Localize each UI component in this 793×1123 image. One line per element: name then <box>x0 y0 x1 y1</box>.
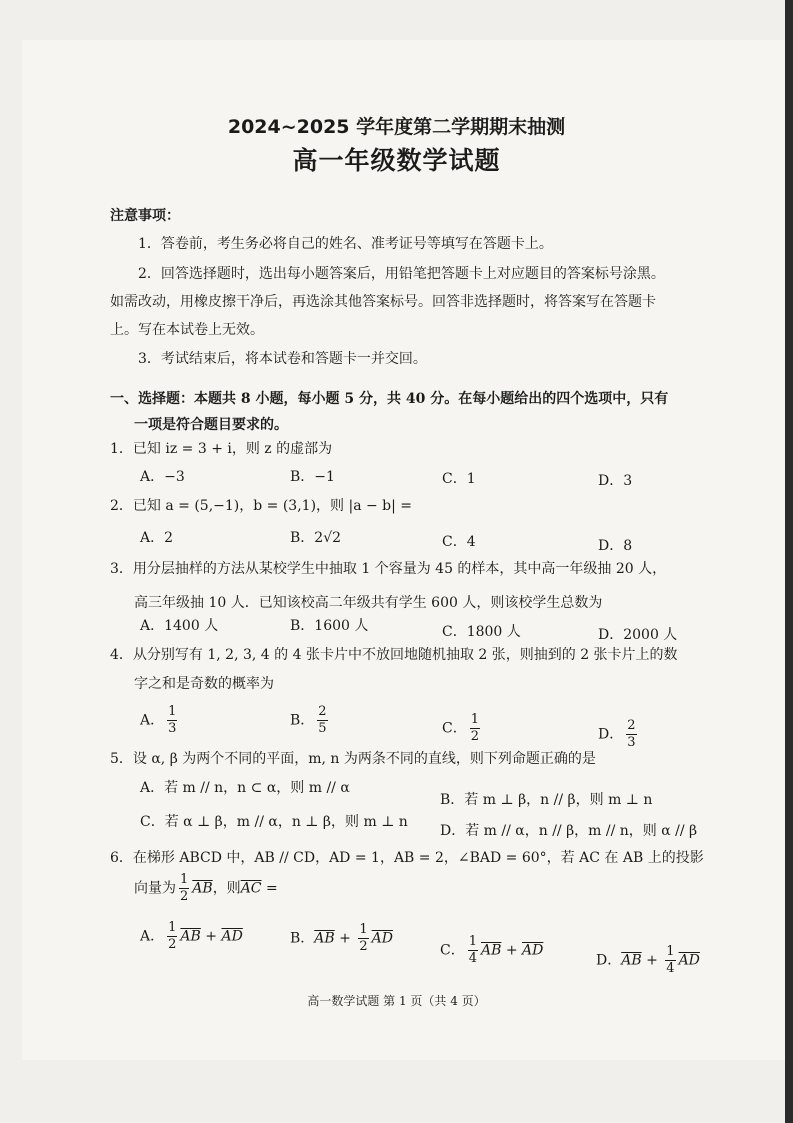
q5-option-d: D．若 m // α，n // β，m // n，则 α // β <box>440 823 698 839</box>
notice-heading: 注意事项： <box>110 208 180 224</box>
q6-a-fraction: $\frac{1}{2}$ <box>168 920 177 952</box>
q6-stem-line1: 6．在梯形 ABCD 中，AB // CD，AD = 1，AB = 2，∠BAD = 60°，若 AC 在 AB 上的投影 <box>110 850 704 866</box>
q6-b-fraction: $\frac{1}{2}$ <box>359 922 368 954</box>
q3-option-a: A．1400 人 <box>140 618 219 634</box>
exam-title-subject: 高一年级数学试题 <box>292 146 501 175</box>
section1-intro-line1: 一、选择题：本题共 8 小题，每小题 5 分，共 40 分。在每小题给出的四个选项中，只有 <box>110 391 669 407</box>
exam-paper <box>22 40 786 1060</box>
notice-item-2a: 2．回答选择题时，选出每小题答案后，用铅笔把答题卡上对应题目的答案标号涂黑。 <box>138 266 665 282</box>
q6-option-c: C． $\frac{1}{4}$ $\overline{AB} + \overline{AD}$ <box>440 934 544 966</box>
q1-option-c: C．1 <box>442 471 476 487</box>
q5-option-a: A．若 m // n，n ⊂ α，则 m // α <box>140 780 350 796</box>
notice-item-3: 3．考试结束后，将本试卷和答题卡一并交回。 <box>138 351 427 367</box>
q4-d-fraction: $\frac{2}{3}$ <box>627 718 636 750</box>
q4-a-fraction: $\frac{1}{3}$ <box>168 704 177 736</box>
notice-item-2c: 上。写在本试卷上无效。 <box>110 322 264 338</box>
q2-option-b: B．2√2 <box>290 530 342 546</box>
q3-option-d: D．2000 人 <box>598 627 678 643</box>
q2-option-a: A．2 <box>140 530 174 546</box>
q1-stem: 1．已知 iz = 3 + i，则 z 的虚部为 <box>110 441 333 457</box>
q6-option-a: A． $\frac{1}{2}$ $\overline{AB} + \overline{AD}$ <box>140 920 243 952</box>
q4-stem-line1: 4．从分别写有 1, 2, 3, 4 的 4 张卡片中不放回地随机抽取 2 张，则抽到的 2 张卡片上的数 <box>110 647 678 663</box>
q4-option-b: B． $\frac{2}{5}$ <box>290 704 327 736</box>
q6-c-fraction: $\frac{1}{4}$ <box>468 934 477 966</box>
q1-option-d: D．3 <box>598 473 633 489</box>
q4-c-fraction: $\frac{1}{2}$ <box>470 712 479 744</box>
q5-stem: 5．设 α, β 为两个不同的平面，m, n 为两条不同的直线，则下列命题正确的是 <box>110 751 596 767</box>
q4-option-d: D． $\frac{2}{3}$ <box>598 718 636 750</box>
q6-d-fraction: $\frac{1}{4}$ <box>666 944 675 976</box>
q2-stem: 2．已知 a = (5,−1)，b = (3,1)，则 |a − b| = <box>110 498 413 514</box>
q3-option-c: C．1800 人 <box>442 624 521 640</box>
q6-stem-fraction: $\frac{1}{2}$ <box>180 872 189 904</box>
q4-stem-line2: 字之和是奇数的概率为 <box>134 676 274 692</box>
q1-option-a: A．−3 <box>140 469 185 485</box>
notice-item-2b: 如需改动，用橡皮擦干净后，再选涂其他答案标号。回答非选择题时，将答案写在答题卡 <box>110 294 656 310</box>
page-footer: 高一数学试题 第 1 页（共 4 页） <box>307 994 486 1008</box>
q4-b-fraction: $\frac{2}{5}$ <box>318 704 327 736</box>
q3-stem-line2: 高三年级抽 10 人．已知该校高二年级共有学生 600 人，则该校学生总数为 <box>134 595 603 611</box>
exam-title-term: 2024~2025 学年度第二学期期末抽测 <box>227 116 566 138</box>
q3-stem-line1: 3．用分层抽样的方法从某校学生中抽取 1 个容量为 45 的样本，其中高一年级抽 20 人， <box>110 561 667 577</box>
q6-option-d: D．$\overline{AB}$ + $\frac{1}{4}$ $\overline{AD}$ <box>596 944 700 976</box>
q6-stem-line2: 向量为 $\frac{1}{2}$ $\overline{AB}$，则$\overline{AC}$ = <box>134 872 278 904</box>
q2-option-d: D．8 <box>598 538 633 554</box>
q5-option-b: B．若 m ⊥ β，n // β，则 m ⊥ n <box>440 792 653 808</box>
q3-option-b: B．1600 人 <box>290 618 369 634</box>
q1-option-b: B．−1 <box>290 469 335 485</box>
section1-intro-line2: 一项是符合题目要求的。 <box>134 417 288 433</box>
q2-option-c: C．4 <box>442 534 476 550</box>
notice-item-1: 1．答卷前，考生务必将自己的姓名、准考证号等填写在答题卡上。 <box>138 236 553 252</box>
q4-option-a: A． $\frac{1}{3}$ <box>140 704 177 736</box>
q6-option-b: B．$\overline{AB}$ + $\frac{1}{2}$ $\overline{AD}$ <box>290 922 393 954</box>
q5-option-c: C．若 α ⊥ β，m // α，n ⊥ β，则 m ⊥ n <box>140 814 408 830</box>
q4-option-c: C． $\frac{1}{2}$ <box>442 712 479 744</box>
